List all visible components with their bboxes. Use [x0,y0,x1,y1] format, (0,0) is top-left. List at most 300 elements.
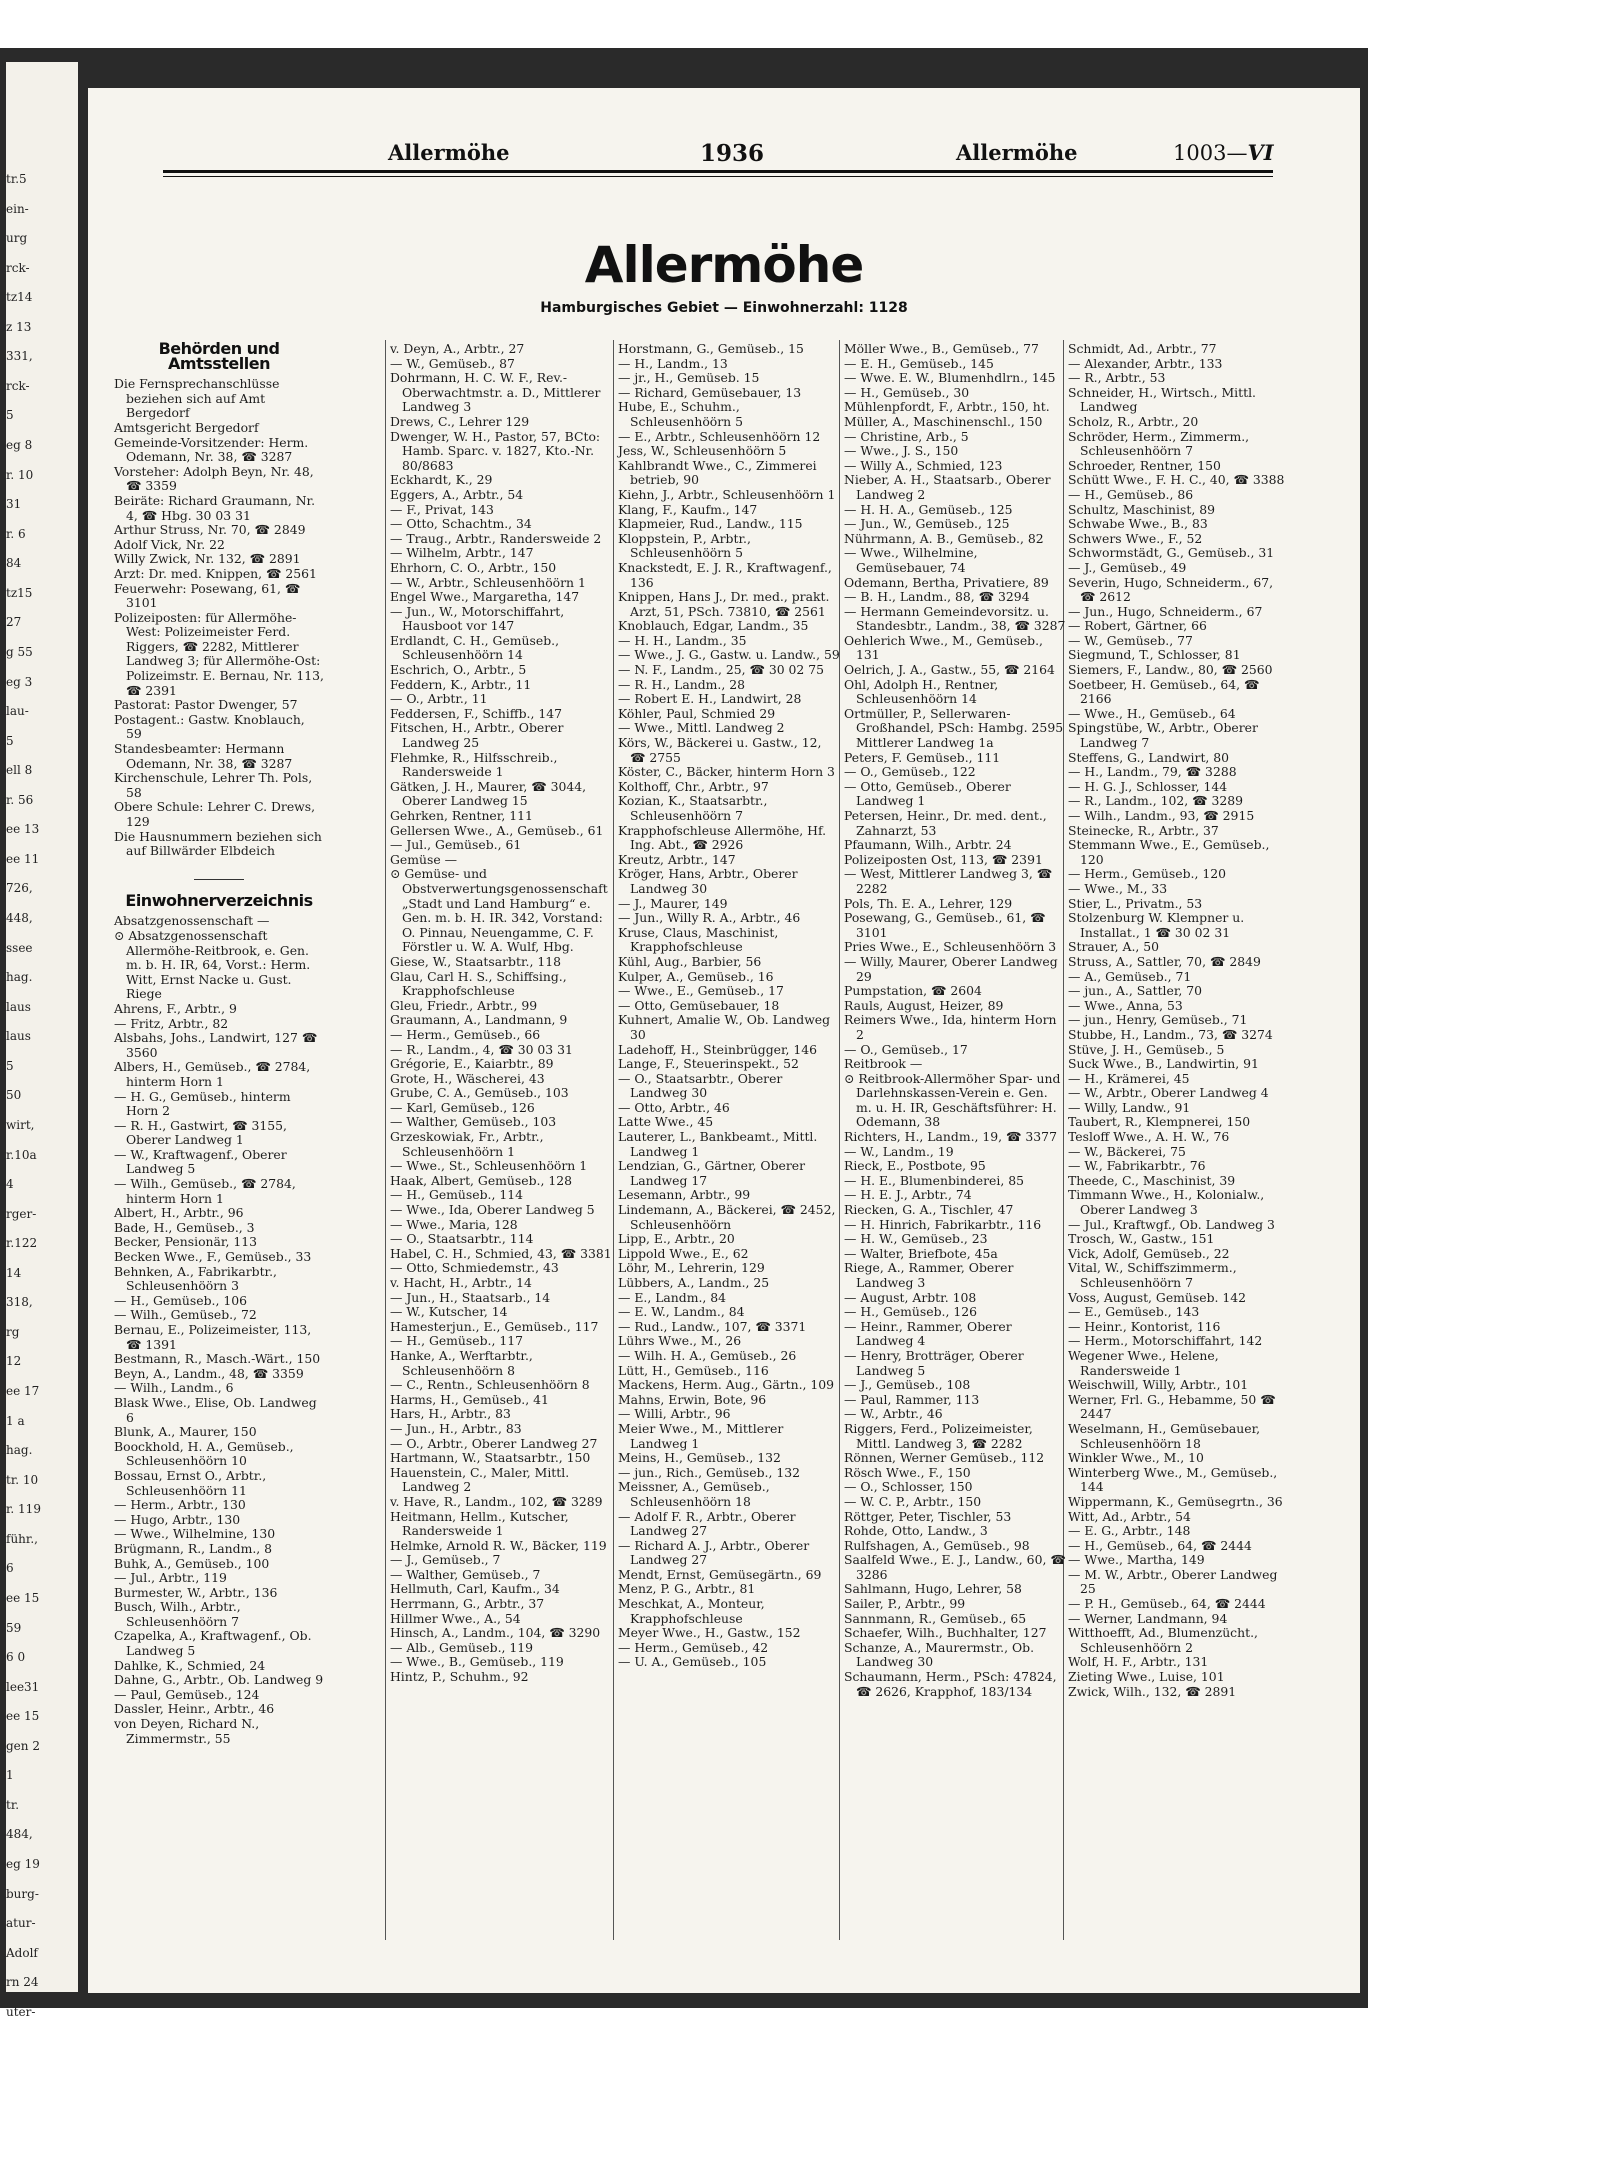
directory-entry: Rohde, Otto, Landw., 3 [844,1523,988,1539]
directory-entry: Kröger, Hans, Arbtr., Oberer Landweg 30 [618,866,798,896]
previous-page-fragment: Adolf [6,1945,38,1960]
directory-entry: — Alexander, Arbtr., 133 [1068,355,1223,371]
previous-page-fragment: z 13 [6,319,32,334]
directory-entry: — H. Hinrich, Fabrikarbtr., 116 [844,1216,1042,1232]
directory-entry: — Wwe., St., Schleusenhöörn 1 [390,1158,588,1174]
directory-entry: Nieber, A. H., Staatsarb., Oberer Landweg 2 [844,472,1051,502]
previous-page-fragment: gen 2 [6,1738,40,1753]
directory-entry: — Heinr., Rammer, Oberer Landweg 4 [844,1318,1012,1349]
directory-entry: — Hugo, Arbtr., 130 [114,1511,241,1527]
previous-page-fragment: eg 19 [6,1857,40,1872]
directory-entry: Knackstedt, E. J. R., Kraftwagenf., 136 [618,559,832,590]
directory-entry: Lütt, H., Gemüseb., 116 [618,1362,769,1378]
directory-entry: Heitmann, Hellm., Kutscher, Randersweide 1 [390,1508,569,1539]
directory-entry: Rönnen, Werner Gemüseb., 112 [844,1450,1045,1466]
directory-entry: Reitbrook — [844,1056,923,1072]
directory-entry: Busch, Wilh., Arbtr., Schleusenhöörn 7 [114,1599,241,1629]
previous-page-fragment: 6 [6,1561,14,1576]
directory-entry: Ehrhorn, C. O., Arbtr., 150 [390,559,557,575]
directory-entry: — Wwe., J. S., 150 [844,443,959,459]
directory-entry: Körs, W., Bäckerei u. Gastw., 12, ☎ 2755 [618,735,822,765]
directory-entry: Struss, A., Sattler, 70, ☎ 2849 [1068,953,1261,969]
directory-entry: — Herm., Gemüseb., 42 [618,1639,769,1655]
directory-entry: Hars, H., Arbtr., 83 [390,1406,511,1422]
directory-entry: — O., Arbtr., 11 [390,691,488,707]
directory-entry: — E., Landm., 84 [618,1289,727,1305]
directory-entry: — H., Gemüseb., 117 [390,1333,523,1349]
directory-entry: Pumpstation, ☎ 2604 [844,983,982,999]
directory-entry: Lührs Wwe., M., 26 [618,1333,742,1349]
directory-entry: Graumann, A., Landmann, 9 [390,1012,568,1028]
directory-entry: Gemüse — [390,851,457,867]
directory-entry: — Wilhelm, Arbtr., 147 [390,545,534,561]
directory-entry: — H., Gemüseb., 86 [1068,486,1194,502]
directory-entry: — Herm., Motorschiffahrt, 142 [1068,1333,1263,1349]
page-number-arabic: 1003— [1173,141,1248,165]
previous-page-fragment: lau- [6,704,29,719]
directory-entry: Adolf Vick, Nr. 22 [114,536,225,552]
directory-entry: — Otto, Schmiedemstr., 43 [390,1260,559,1276]
directory-entry: Kreutz, Arbtr., 147 [618,851,736,867]
directory-entry: Meins, H., Gemüseb., 132 [618,1450,781,1466]
directory-entry: Riggers, Ferd., Polizeimeister, Mittl. Landweg 3, ☎ 2282 [844,1420,1033,1451]
previous-page-fragment: wirt, [6,1117,35,1132]
directory-entry: Dahne, G., Arbtr., Ob. Landweg 9 [114,1672,324,1688]
directory-entry: Flehmke, R., Hilfsschreib., Randersweide 1 [390,749,558,780]
header-rule-thin [163,176,1273,177]
directory-entry: Pfaumann, Wilh., Arbtr. 24 [844,837,1012,853]
directory-entry: Lipp, E., Arbtr., 20 [618,1231,735,1247]
directory-entry: — Jun., W., Motorschiffahrt, Hausboot vor 147 [390,603,565,634]
directory-entry: Weselmann, H., Gemüsebauer, Schleusenhöörn 18 [1068,1420,1261,1451]
directory-entry: Möller Wwe., B., Gemüseb., 77 [844,341,1039,356]
directory-entry: Vorsteher: Adolph Beyn, Nr. 48, ☎ 3359 [114,463,314,494]
directory-entry: — O., Gemüseb., 122 [844,764,976,780]
directory-entry: — Jun., H., Staatsarb., 14 [390,1289,551,1305]
previous-page-fragment: eg 3 [6,674,33,689]
directory-entry: — Willi, Arbtr., 96 [618,1406,731,1422]
previous-page-edge [6,62,78,2019]
directory-entry: — Wwe., J. G., Gastw. u. Landw., 59 [618,647,840,663]
directory-entry: Feuerwehr: Posewang, 61, ☎ 3101 [114,580,301,611]
directory-entry: Helmke, Arnold R. W., Bäcker, 119 [390,1537,607,1553]
directory-entry: Hanke, A., Werftarbtr., Schleusenhöörn 8 [390,1347,533,1378]
directory-entry: Pastorat: Pastor Dwenger, 57 [114,697,298,713]
directory-entry: Ortmüller, P., Sellerwaren-Großhandel, PSch: Hambg. 2595 Mittlerer Landweg 1a [844,705,1064,751]
page-title: Allermöhe [584,236,864,294]
directory-entry: Ladehoff, H., Steinbrügger, 146 [618,1041,818,1057]
directory-entry: — R. H., Landm., 28 [618,676,746,692]
previous-page-fragment: 726, [6,881,33,896]
directory-entry: — Richard A. J., Arbtr., Oberer Landweg 27 [618,1537,810,1568]
directory-entry: Polizeiposten: für Allermöhe-West: Polizeimeister Ferd. Riggers, ☎ 2282, Mittlerer Landweg 3; für Allermöhe-Ost: Polizeimstr. E. Bernau, Nr. 113, ☎ 2391 [114,609,324,698]
directory-entry: Wolf, H. F., Arbtr., 131 [1068,1654,1209,1670]
previous-page-fragment: 5 [6,733,14,748]
directory-entry: Die Hausnummern beziehen sich auf Billwärder Elbdeich [114,828,322,859]
directory-entry: — Otto, Gemüseb., Oberer Landweg 1 [844,778,1011,809]
directory-entry: Kozian, K., Staatsarbtr., Schleusenhöörn 7 [618,793,768,823]
directory-entry: Hauenstein, C., Maler, Mittl. Landweg 2 [390,1464,570,1495]
directory-entry: — Wwe. E. W., Blumenhdlrn., 145 [844,370,1056,386]
directory-entry: — H., Landm., 79, ☎ 3288 [1068,764,1237,780]
directory-entry: Meier Wwe., M., Mittlerer Landweg 1 [618,1420,784,1451]
previous-page-fragment: 6 0 [6,1650,26,1665]
directory-entry: — E., Arbtr., Schleusenhöörn 12 [618,428,821,444]
directory-entry: Kahlbrandt Wwe., C., Zimmerei betrieb, 90 [618,457,817,488]
directory-entry: Spingstübe, W., Arbtr., Oberer Landweg 7 [1068,720,1258,751]
directory-entry: v. Have, R., Landm., 102, ☎ 3289 [390,1493,603,1509]
directory-entry: Buhk, A., Gemüseb., 100 [114,1555,270,1571]
previous-page-fragment: ee 15 [6,1590,40,1605]
section-title-authorities: Behörden und Amtsstellen [158,339,280,373]
directory-entry: Kruse, Claus, Maschinist, Krapphofschleuse [618,924,779,955]
directory-entry: Suck Wwe., B., Landwirtin, 91 [1068,1056,1259,1072]
directory-entry: — O., Schlosser, 150 [844,1479,973,1495]
previous-page-fragment: 31 [6,497,22,512]
previous-page-fragment: 50 [6,1088,22,1103]
previous-page-fragment: r. 119 [6,1502,41,1517]
directory-entry: Wippermann, K., Gemüsegrtn., 36 [1068,1493,1283,1509]
directory-entry: Siegmund, T., Schlosser, 81 [1068,647,1241,663]
section-divider [194,879,244,880]
directory-entry: — W., Landm., 19 [844,1143,954,1159]
directory-entry: Schwormstädt, G., Gemüseb., 31 [1068,545,1275,561]
directory-entry: Harms, H., Gemüseb., 41 [390,1391,549,1407]
directory-entry: — Jul., Arbtr., 119 [114,1570,227,1586]
previous-page-fragment: eg 8 [6,438,33,453]
directory-entry: Kirchenschule, Lehrer Th. Pols, 58 [114,770,313,800]
directory-entry: Sailer, P., Arbtr., 99 [844,1596,966,1612]
directory-entry: Schmidt, Ad., Arbtr., 77 [1068,341,1217,356]
directory-entry: — O., Gemüseb., 17 [844,1041,968,1057]
previous-page-fragment: tr. [6,1797,20,1812]
directory-entry: — Jun., H., Arbtr., 83 [390,1420,522,1436]
previous-page-fragment: tr. 10 [6,1472,39,1487]
directory-entry: Theede, C., Maschinist, 39 [1068,1172,1236,1188]
directory-entry: — O., Staatsarbtr., Oberer Landweg 30 [618,1070,783,1101]
directory-entry: — Otto, Schachtm., 34 [390,516,532,532]
directory-entry: Bossau, Ernst O., Arbtr., Schleusenhöörn 11 [114,1467,267,1498]
directory-entry: — Wilh. H. A., Gemüseb., 26 [618,1347,797,1363]
directory-entry: Schneider, H., Wirtsch., Mittl. Landweg [1068,384,1256,415]
directory-entry: Köhler, Paul, Schmied 29 [618,705,776,721]
directory-entry: Beiräte: Richard Graumann, Nr. 4, ☎ Hbg. 30 03 31 [114,492,316,523]
directory-entry: Blunk, A., Maurer, 150 [114,1424,257,1440]
directory-entry: Ahrens, F., Arbtr., 9 [114,1000,237,1016]
directory-entry: Glau, Carl H. S., Schiffsing., Krapphofschleuse [390,968,567,999]
directory-entry: — Willy, Maurer, Oberer Landweg 29 [844,953,1058,984]
previous-page-fragment: 484, [6,1827,33,1842]
column-3 [618,342,840,1670]
directory-entry: Gellersen Wwe., A., Gemüseb., 61 [390,822,604,838]
directory-entry: — Wwe., E., Gemüseb., 17 [618,983,784,999]
directory-entry: Saalfeld Wwe., E. J., Landw., 60, ☎ 3286 [844,1552,1066,1582]
directory-entry: — H. E. J., Arbtr., 74 [844,1187,972,1203]
directory-entry: Röttger, Peter, Tischler, 53 [844,1508,1012,1524]
directory-entry: Trosch, W., Gastw., 151 [1068,1231,1215,1247]
previous-page-fragment: rn 24 [6,1975,39,1990]
directory-entry: Albert, H., Arbtr., 96 [114,1205,244,1221]
directory-entry: — W., Bäckerei, 75 [1068,1143,1186,1159]
previous-page-fragment: rck- [6,378,30,393]
directory-entry: Schwabe Wwe., B., 83 [1068,516,1208,532]
directory-entry: Schaumann, Herm., PSch: 47824, ☎ 2626, Krapphof, 183/134 [844,1669,1057,1699]
directory-entry: Obere Schule: Lehrer C. Drews, 129 [114,799,316,829]
directory-entry: Soetbeer, H. Gemüseb., 64, ☎ 2166 [1068,676,1260,707]
previous-page-fragment: 4 [6,1177,14,1192]
directory-entry: — jun., A., Sattler, 70 [1068,983,1203,999]
directory-entry: Hintz, P., Schuhm., 92 [390,1669,529,1685]
directory-entry: — Paul, Rammer, 113 [844,1391,980,1407]
authorities-list [114,377,324,859]
directory-entry: Witthoefft, Ad., Blumenzücht., Schleusenhöörn 2 [1068,1625,1258,1655]
column-5 [1068,342,1290,1699]
previous-page-fragment: 5 [6,408,14,423]
directory-entry: Burmester, W., Arbtr., 136 [114,1584,278,1600]
directory-entry: — Otto, Gemüsebauer, 18 [618,997,780,1013]
directory-entry: Lippold Wwe., E., 62 [618,1245,749,1261]
directory-entry: Voss, August, Gemüseb. 142 [1068,1289,1247,1305]
directory-entry: Standesbeamter: Hermann Odemann, Nr. 38, ☎ 3287 [114,741,293,771]
directory-entry: Erdlandt, C. H., Gemüseb., Schleusenhöörn 14 [390,632,560,663]
directory-entry: Stier, L., Privatm., 53 [1068,895,1203,911]
directory-entry: — Hermann Gemeindevorsitz. u. Standesbtr., Landm., 38, ☎ 3287 [844,603,1066,634]
directory-entry: Stüve, J. H., Gemüseb., 5 [1068,1041,1225,1057]
directory-entry: Hube, E., Schuhm., Schleusenhöörn 5 [618,399,743,429]
directory-entry: Riege, A., Rammer, Oberer Landweg 3 [844,1260,1014,1290]
directory-entry: Pries Wwe., E., Schleusenhöörn 3 [844,939,1057,955]
previous-page-fragment: tz15 [6,585,33,600]
directory-entry: — Robert E. H., Landwirt, 28 [618,691,802,707]
directory-entry: Nührmann, A. B., Gemüseb., 82 [844,530,1044,546]
previous-page-fragment: tr.5 [6,172,27,186]
directory-entry: — H., Gemüseb., 64, ☎ 2444 [1068,1537,1252,1553]
directory-entry: — Wwe., H., Gemüseb., 64 [1068,705,1236,721]
directory-entry: Grégorie, E., Kaiarbtr., 89 [390,1056,554,1072]
directory-entry: Kloppstein, P., Arbtr., Schleusenhöörn 5 [618,530,751,561]
previous-page-fragment: tz14 [6,290,33,305]
previous-page-fragment: 1 a [6,1413,25,1428]
directory-entry: — Jun., W., Gemüseb., 125 [844,516,1010,532]
previous-page-fragment: rg [6,1324,20,1339]
directory-entry: Rieck, E., Postbote, 95 [844,1158,986,1174]
directory-entry: Lauterer, L., Bankbeamt., Mittl. Landweg 1 [618,1129,818,1159]
directory-entry: Schütt Wwe., F. H. C., 40, ☎ 3388 [1068,472,1285,488]
previous-page-fragment: laus [6,999,31,1014]
directory-entry: — Wwe., Mittl. Landweg 2 [618,720,785,736]
directory-entry: — Christine, Arb., 5 [844,428,969,444]
directory-entry: Riecken, G. A., Tischler, 47 [844,1202,1014,1218]
directory-entry: — Walther, Gemüseb., 7 [390,1566,541,1582]
section-title-residents: Einwohnerverzeichnis [125,890,313,910]
previous-page-fragment: ee 15 [6,1709,40,1724]
previous-page-fragment: g 55 [6,644,33,659]
previous-page-fragment: 318, [6,1295,33,1310]
directory-entry: Petersen, Heinr., Dr. med. dent., Zahnarzt, 53 [844,808,1047,838]
residents-list [390,342,612,1685]
previous-page-fragment: uter- [6,2004,36,2019]
directory-entry: — Alb., Gemüseb., 119 [390,1639,534,1655]
directory-entry: — jun., Henry, Gemüseb., 71 [1068,1012,1248,1028]
directory-entry: — R., Landm., 102, ☎ 3289 [1068,793,1243,809]
directory-entry: — Walther, Gemüseb., 103 [390,1114,557,1130]
previous-page-fragment: 331, [6,349,33,364]
directory-entry: Rulfshagen, A., Gemüseb., 98 [844,1537,1030,1553]
running-head-year: 1936 [700,140,765,167]
directory-entry: — J., Gemüseb., 7 [390,1552,501,1568]
directory-entry: Grube, C. A., Gemüseb., 103 [390,1085,569,1101]
directory-entry: ⊙ Absatzgenossenschaft Allermöhe-Reitbrook, e. Gen. m. b. H. IR, 64, Vorst.: Herm. Witt, Ernst Nacke u. Gust. Riege [114,927,311,1002]
directory-entry: — Werner, Landmann, 94 [1068,1610,1228,1626]
previous-page-fragment: ein- [6,201,29,216]
directory-entry: Alsbahs, Johs., Landwirt, 127 ☎ 3560 [114,1030,318,1060]
directory-entry: Lübbers, A., Landm., 25 [618,1275,770,1290]
directory-entry: Peters, F. Gemüseb., 111 [844,749,1001,765]
directory-entry: — Wwe., Wilhelmine, 130 [114,1526,276,1542]
directory-entry: — Walter, Briefbote, 45a [844,1245,998,1261]
directory-entry: Mühlenpfordt, F., Arbtr., 150, ht. [844,399,1050,415]
directory-entry: Meschkat, A., Monteur, Krapphofschleuse [618,1596,765,1626]
directory-entry: Behnken, A., Fabrikarbtr., Schleusenhöörn 3 [114,1263,277,1294]
directory-entry: — H. H. A., Gemüseb., 125 [844,501,1013,517]
directory-entry: Habel, C. H., Schmied, 43, ☎ 3381 [390,1245,612,1261]
directory-entry: Amtsgericht Bergedorf [114,419,259,435]
previous-page-fragment: 5 [6,1058,14,1073]
directory-entry: — Jun., Willy R. A., Arbtr., 46 [618,910,801,926]
directory-entry: Hartmann, W., Staatsarbtr., 150 [390,1450,591,1466]
directory-entry: — U. A., Gemüseb., 105 [618,1654,767,1670]
directory-entry: Rösch Wwe., F., 150 [844,1464,971,1480]
directory-entry: Sahlmann, Hugo, Lehrer, 58 [844,1581,1022,1597]
directory-entry: Timmann Wwe., H., Kolonialw., Oberer Landweg 3 [1068,1187,1265,1218]
directory-entry: — Jun., Hugo, Schneiderm., 67 [1068,603,1263,619]
previous-page-fragment: ee 11 [6,851,40,866]
directory-entry: Zieting Wwe., Luise, 101 [1068,1669,1225,1685]
directory-entry: Dwenger, W. H., Pastor, 57, BCto: Hamb. Sparc. v. 1827, Kto.-Nr. 80/8683 [390,428,601,473]
directory-entry: — W., Arbtr., Schleusenhöörn 1 [390,574,586,590]
directory-entry: Eggers, A., Arbtr., 54 [390,486,524,502]
directory-entry: Willy Zwick, Nr. 132, ☎ 2891 [114,551,301,567]
directory-entry: — J., Maurer, 149 [618,895,728,911]
directory-entry: Strauer, A., 50 [1068,939,1160,955]
previous-page-fragment: atur- [6,1916,36,1931]
directory-entry: Taubert, R., Klempnerei, 150 [1068,1114,1251,1130]
directory-entry: — Willy A., Schmied, 123 [844,457,1003,473]
directory-entry: Oelrich, J. A., Gastw., 55, ☎ 2164 [844,662,1055,678]
directory-entry: — W., Kraftwagenf., Oberer Landweg 5 [114,1146,287,1177]
directory-entry: — W., Arbtr., Oberer Landweg 4 [1068,1085,1269,1101]
directory-entry: Grote, H., Wäscherei, 43 [390,1070,545,1086]
directory-entry: Schwers Wwe., F., 52 [1068,530,1203,546]
previous-page-fragment: rger- [6,1206,37,1221]
directory-entry: — W., Gemüseb., 77 [1068,632,1193,648]
directory-entry: — Karl, Gemüseb., 126 [390,1099,535,1115]
directory-entry: Bestmann, R., Masch.-Wärt., 150 [114,1351,321,1367]
directory-entry: — Wwe., Martha, 149 [1068,1552,1205,1568]
directory-entry: — W., Gemüseb., 87 [390,355,515,371]
running-head-right: Allermöhe [956,140,1078,165]
directory-entry: — J., Gemüseb., 49 [1068,559,1187,575]
directory-entry: — Paul, Gemüseb., 124 [114,1686,260,1702]
directory-entry: Richters, H., Landm., 19, ☎ 3377 [844,1129,1057,1145]
directory-entry: — jr., H., Gemüseb. 15 [618,370,760,386]
directory-entry: — Wilh., Gemüseb., 72 [114,1307,257,1323]
directory-entry: Kiehn, J., Arbtr., Schleusenhöörn 1 [618,486,836,502]
directory-entry: Kuhnert, Amalie W., Ob. Landweg 30 [618,1012,831,1042]
previous-page-fragment: 448, [6,911,33,926]
directory-entry: — W., Arbtr., 46 [844,1406,943,1422]
directory-entry: Schaefer, Wilh., Buchhalter, 127 [844,1625,1047,1641]
directory-entry: Hinsch, A., Landm., 104, ☎ 3290 [390,1625,601,1641]
directory-entry: — Willy, Landw., 91 [1068,1099,1191,1115]
directory-entry: Pols, Th. E. A., Lehrer, 129 [844,895,1013,911]
directory-entry: — A., Gemüseb., 71 [1068,968,1192,984]
directory-entry: — M. W., Arbtr., Oberer Landweg 25 [1068,1566,1278,1597]
directory-entry: Ohl, Adolph H., Rentner, Schleusenhöörn 14 [844,676,999,707]
directory-entry: Giese, W., Staatsarbtr., 118 [390,953,561,969]
directory-entry: von Deyen, Richard N., Zimmermstr., 55 [114,1716,260,1746]
directory-entry: — H. H., Landm., 35 [618,632,747,648]
directory-entry: — E., Gemüseb., 143 [1068,1304,1200,1320]
directory-entry: Werner, Frl. G., Hebamme, 50 ☎ 2447 [1068,1391,1276,1422]
directory-entry: Schroeder, Rentner, 150 [1068,457,1221,473]
directory-entry: Bade, H., Gemüseb., 3 [114,1219,255,1235]
directory-entry: Knippen, Hans J., Dr. med., prakt. Arzt, 51, PSch. 73810, ☎ 2561 [618,589,830,619]
directory-entry: — Wilh., Gemüseb., ☎ 2784, hinterm Horn 1 [114,1176,296,1206]
previous-page-fragment: 84 [6,556,22,571]
directory-entry: Dassler, Heinr., Arbtr., 46 [114,1701,275,1717]
directory-entry: Fitschen, H., Arbtr., Oberer Landweg 25 [390,720,564,751]
column-4 [844,342,1066,1699]
directory-entry: Bernau, E., Polizeimeister, 113, ☎ 1391 [114,1322,312,1352]
directory-entry: — H. G., Gemüseb., hinterm Horn 2 [114,1088,291,1119]
header-rule-thick [163,170,1273,173]
directory-entry: Feddern, K., Arbtr., 11 [390,676,532,692]
directory-entry: — B. H., Landm., 88, ☎ 3294 [844,589,1030,605]
directory-entry: Severin, Hugo, Schneiderm., 67, ☎ 2612 [1068,574,1274,605]
directory-entry: Steffens, G., Landwirt, 80 [1068,749,1230,765]
directory-entry: Becken Wwe., F., Gemüseb., 33 [114,1249,312,1265]
directory-entry: — Richard, Gemüsebauer, 13 [618,384,802,400]
directory-entry: — R. H., Gastwirt, ☎ 3155, Oberer Landweg 1 [114,1117,287,1148]
directory-entry: Tesloff Wwe., A. H. W., 76 [1068,1129,1230,1145]
previous-page-fragment: r. 10 [6,467,34,482]
directory-entry: — Traug., Arbtr., Randersweide 2 [390,530,602,546]
directory-entry: — F., Privat, 143 [390,501,494,517]
previous-page-fragment: 27 [6,615,22,630]
directory-entry: — Jul., Kraftwgf., Ob. Landweg 3 [1068,1216,1275,1232]
directory-entry: — Wilh., Landm., 6 [114,1380,234,1396]
directory-entry: Mahns, Erwin, Bote, 96 [618,1391,767,1407]
directory-entry: — H. W., Gemüseb., 23 [844,1231,988,1247]
previous-page-fragment: 12 [6,1354,22,1369]
directory-entry: Absatzgenossenschaft — [114,913,270,929]
residents-list [618,342,840,1670]
directory-entry: Czapelka, A., Kraftwagenf., Ob. Landweg 5 [114,1628,312,1659]
directory-entry: Stolzenburg W. Klempner u. Installat., 1 ☎ 30 02 31 [1068,910,1245,940]
directory-entry: Polizeiposten Ost, 113, ☎ 2391 [844,851,1043,867]
directory-entry: Witt, Ad., Arbtr., 54 [1068,1508,1191,1524]
directory-entry: Meyer Wwe., H., Gastw., 152 [618,1625,801,1641]
directory-entry: Lindemann, A., Bäckerei, ☎ 2452, Schleusenhöörn [618,1202,836,1232]
directory-entry: Grzeskowiak, Fr., Arbtr., Schleusenhöörn 1 [390,1129,544,1159]
directory-entry: Sannmann, R., Gemüseb., 65 [844,1610,1027,1626]
directory-entry: Herrmann, G., Arbtr., 37 [390,1596,545,1612]
previous-page-fragment: ell 8 [6,763,33,778]
directory-entry: Knoblauch, Edgar, Landm., 35 [618,618,809,634]
directory-entry: Mackens, Herm. Aug., Gärtn., 109 [618,1377,835,1393]
directory-entry: — W., Kutscher, 14 [390,1304,508,1320]
